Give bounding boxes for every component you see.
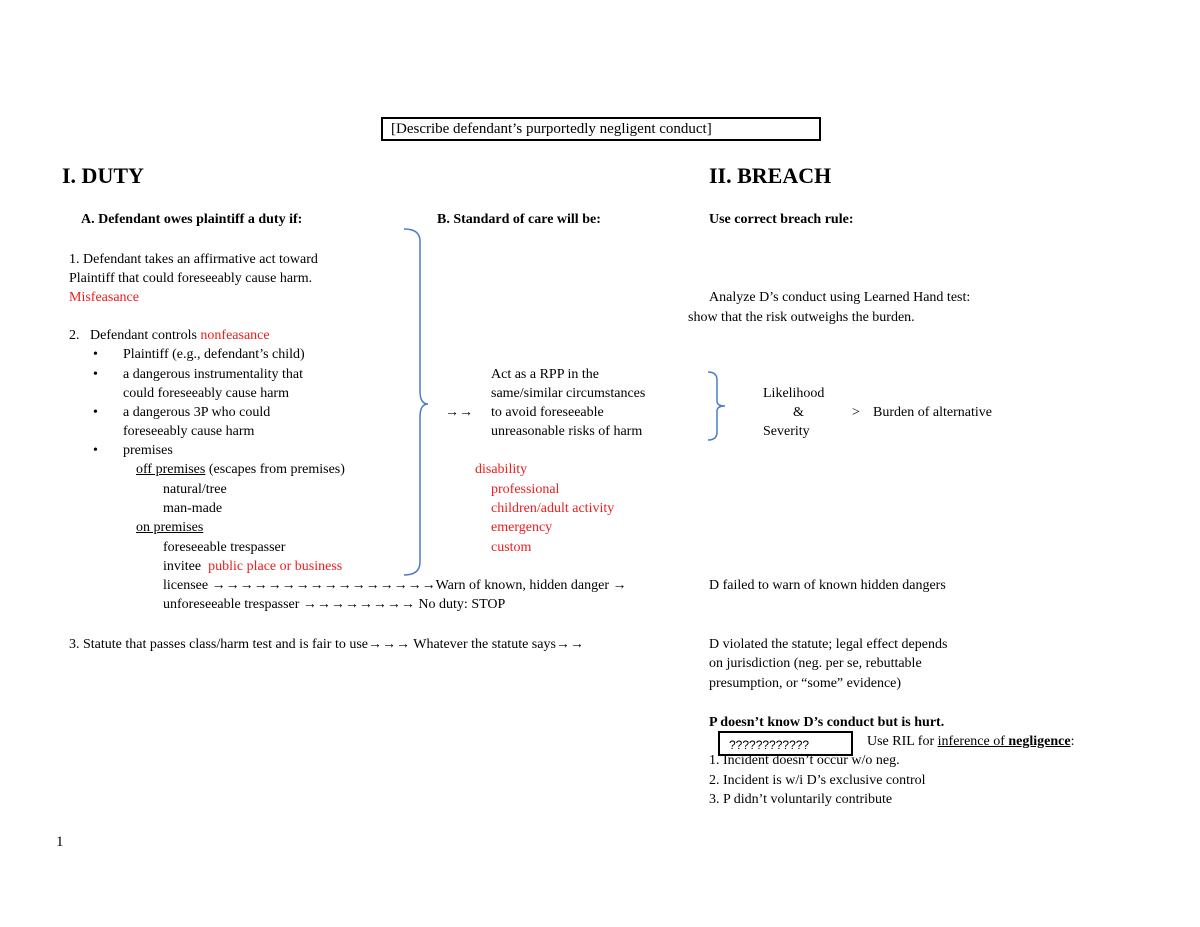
ril-element-2: 2. Incident is w/i D’s exclusive control (709, 773, 926, 788)
bullet-instrumentality-cont: could foreseeably cause harm (123, 386, 289, 401)
statute-breach-line1: D violated the statute; legal effect depends (709, 637, 948, 652)
invitee-label: invitee (163, 559, 209, 574)
ril-use-line (867, 733, 1074, 751)
ril-inference-text: inference of (937, 734, 1009, 749)
breach-heading: II. BREACH (709, 163, 832, 188)
statute-breach-line3: presumption, or “some” evidence) (709, 676, 902, 691)
learned-hand-line1: Analyze D’s conduct using Learned Hand test: (709, 290, 971, 305)
page-number: 1 (56, 834, 64, 850)
bullet-plaintiff: • Plaintiff (e.g., defendant’s child) (123, 346, 305, 364)
likelihood-label: Likelihood (763, 386, 825, 401)
ril-use: Use RIL for (867, 734, 938, 749)
duty-item1-line1: 1. Defendant takes an affirmative act toward (69, 252, 318, 267)
standard-professional: professional (491, 482, 560, 497)
standard-line4: unreasonable risks of harm (491, 424, 643, 439)
standard-custom: custom (491, 540, 532, 555)
duty-item2 (69, 327, 270, 345)
standard-emergency: emergency (491, 520, 553, 535)
warn-breach: D failed to warn of known hidden dangers (709, 578, 946, 593)
ril-element-3: 3. P didn’t voluntarily contribute (709, 792, 893, 807)
standard-disability: disability (475, 462, 528, 477)
unforeseeable-trespasser-row: unforeseeable trespasser →→→→→→→→ No duty: STOP (163, 597, 506, 612)
invitee (163, 558, 342, 576)
bullet-3p-cont: foreseeably cause harm (123, 424, 255, 439)
ril-box-text: ???????????? (729, 738, 810, 752)
burden-label: Burden of alternative (873, 405, 992, 420)
bullet-premises: • premises (123, 442, 173, 460)
standard-line1: Act as a RPP in the (491, 367, 599, 382)
ampersand: & (793, 405, 804, 420)
off-premises (136, 461, 345, 479)
breach-subheading: Use correct breach rule: (709, 212, 854, 227)
greater-than: > (852, 405, 860, 420)
learned-hand-line2: show that the risk outweighs the burden. (688, 310, 915, 325)
natural-tree: natural/tree (163, 482, 227, 497)
duty-item3-statute: 3. Statute that passes class/harm test and is fair to use→→→ Whatever the statute says→→ (69, 637, 584, 652)
off-premises-label: off premises (136, 462, 206, 477)
ril-element-1: 1. Incident doesn’t occur w/o neg. (709, 753, 900, 768)
bullet-instrumentality: • a dangerous instrumentality that (123, 366, 303, 384)
ril-heading: P doesn’t know D’s conduct but is hurt. (709, 715, 945, 730)
foreseeable-trespasser: foreseeable trespasser (163, 540, 286, 555)
nonfeasance-label: nonfeasance (200, 328, 270, 343)
off-premises-note: (escapes from premises) (205, 462, 345, 477)
duty-subheading: A. Defendant owes plaintiff a duty if: (81, 212, 303, 227)
severity-label: Severity (763, 424, 810, 439)
small-bracket-icon (705, 370, 735, 442)
ril-colon: : (1070, 734, 1075, 749)
large-bracket-icon (400, 226, 430, 578)
standard-children: children/adult activity (491, 501, 615, 516)
title-text: [Describe defendant’s purportedly negligent conduct] (391, 121, 712, 137)
standard-line2: same/similar circumstances (491, 386, 646, 401)
licensee-row: licensee →→→→→→→→→→→→→→→→Warn of known, hidden danger → (163, 578, 627, 593)
misfeasance-label: Misfeasance (69, 290, 139, 305)
man-made: man-made (163, 501, 223, 516)
bullet-3p: • a dangerous 3P who could (123, 404, 270, 422)
standard-arrows: →→ (445, 405, 473, 420)
duty-heading: I. DUTY (62, 163, 144, 188)
ril-negligence: negligence (1008, 734, 1071, 749)
invitee-note: public place or business (208, 559, 343, 574)
ril-inference (938, 734, 1071, 749)
duty-item2-text: 2. Defendant controls (69, 328, 201, 343)
on-premises-label: on premises (136, 520, 204, 535)
duty-item1-line2: Plaintiff that could foreseeably cause harm. (69, 271, 313, 286)
standard-subheading: B. Standard of care will be: (437, 212, 601, 227)
standard-line3: to avoid foreseeable (491, 405, 604, 420)
statute-breach-line2: on jurisdiction (neg. per se, rebuttable (709, 656, 922, 671)
